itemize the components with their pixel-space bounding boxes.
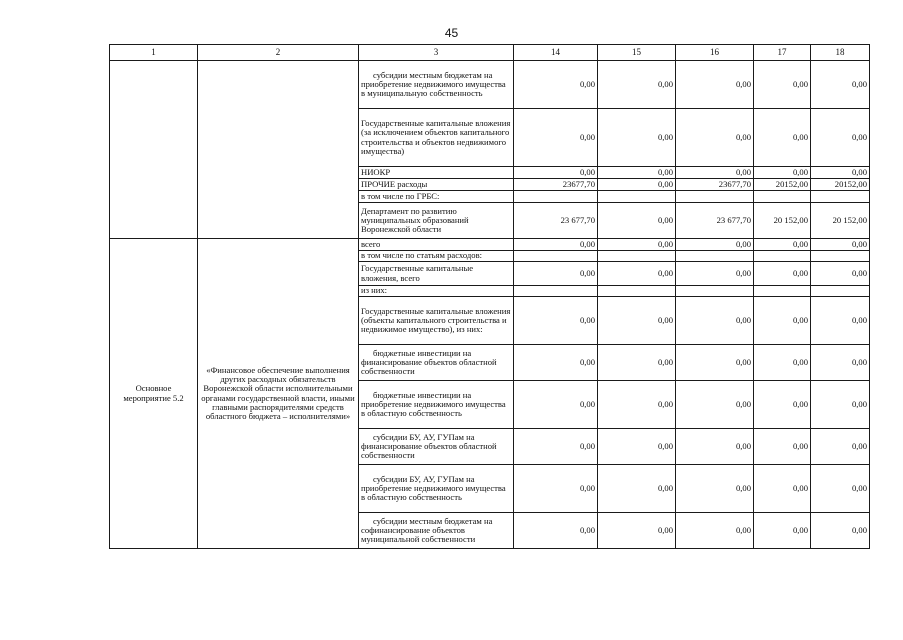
value-cell: 0,00 xyxy=(754,61,811,109)
value-cell: 0,00 xyxy=(811,61,870,109)
value-cell: 20152,00 xyxy=(811,179,870,191)
value-cell: 0,00 xyxy=(514,61,598,109)
measure-code: Основное мероприятие 5.2 xyxy=(110,239,198,549)
value-cell xyxy=(514,251,598,262)
value-cell xyxy=(676,251,754,262)
value-cell: 0,00 xyxy=(598,262,676,286)
value-cell xyxy=(811,251,870,262)
value-cell: 0,00 xyxy=(598,381,676,429)
value-cell: 0,00 xyxy=(811,297,870,345)
value-cell: 0,00 xyxy=(514,429,598,465)
value-cell: 0,00 xyxy=(754,167,811,179)
value-cell: 20 152,00 xyxy=(754,203,811,239)
value-cell: 20152,00 xyxy=(754,179,811,191)
row-label: Государственные капитальные вложения, всего xyxy=(359,262,514,286)
value-cell: 0,00 xyxy=(598,297,676,345)
row-label: субсидии местным бюджетам на приобретение недвижимого имущества в муниципальную собственность xyxy=(359,61,514,109)
value-cell: 0,00 xyxy=(676,109,754,167)
value-cell: 0,00 xyxy=(811,167,870,179)
value-cell: 23677,70 xyxy=(676,179,754,191)
table-row xyxy=(110,239,870,251)
value-cell: 0,00 xyxy=(676,381,754,429)
value-cell: 0,00 xyxy=(676,239,754,251)
value-cell: 0,00 xyxy=(754,513,811,549)
header-cell: 14 xyxy=(514,45,598,61)
value-cell: 0,00 xyxy=(811,345,870,381)
value-cell: 0,00 xyxy=(754,297,811,345)
blank-cell xyxy=(198,61,359,239)
value-cell: 0,00 xyxy=(676,429,754,465)
value-cell: 0,00 xyxy=(598,203,676,239)
value-cell xyxy=(514,191,598,203)
value-cell: 0,00 xyxy=(514,262,598,286)
value-cell: 0,00 xyxy=(676,167,754,179)
value-cell: 23677,70 xyxy=(514,179,598,191)
header-cell: 15 xyxy=(598,45,676,61)
row-label: из них: xyxy=(359,286,514,297)
value-cell: 0,00 xyxy=(754,381,811,429)
row-label: НИОКР xyxy=(359,167,514,179)
value-cell: 0,00 xyxy=(598,429,676,465)
budget-table xyxy=(109,44,870,549)
row-label: в том числе по статьям расходов: xyxy=(359,251,514,262)
value-cell: 0,00 xyxy=(754,239,811,251)
value-cell: 0,00 xyxy=(754,429,811,465)
value-cell xyxy=(676,191,754,203)
value-cell: 0,00 xyxy=(811,109,870,167)
value-cell: 0,00 xyxy=(598,109,676,167)
row-label: субсидии БУ, АУ, ГУПам на приобретение недвижимого имущества в областную собственность xyxy=(359,465,514,513)
header-cell: 1 xyxy=(110,45,198,61)
header-cell: 18 xyxy=(811,45,870,61)
value-cell: 0,00 xyxy=(676,465,754,513)
value-cell xyxy=(754,286,811,297)
value-cell: 0,00 xyxy=(676,345,754,381)
value-cell: 0,00 xyxy=(598,179,676,191)
page-number: 45 xyxy=(444,26,459,40)
value-cell: 0,00 xyxy=(676,262,754,286)
value-cell: 0,00 xyxy=(676,297,754,345)
row-label: субсидии БУ, АУ, ГУПам на финансирование объектов областной собственности xyxy=(359,429,514,465)
value-cell: 23 677,70 xyxy=(676,203,754,239)
value-cell: 0,00 xyxy=(514,239,598,251)
value-cell: 0,00 xyxy=(754,465,811,513)
value-cell: 0,00 xyxy=(598,239,676,251)
header-cell: 2 xyxy=(198,45,359,61)
measure-title: «Финансовое обеспечение выполнения других расходных обязательств Воронежской области исполнительными органами государственной власти, иными главными распорядителями средств областного бюджета – исполнителями» xyxy=(198,239,359,549)
value-cell: 0,00 xyxy=(811,239,870,251)
value-cell xyxy=(676,286,754,297)
row-label: ПРОЧИЕ расходы xyxy=(359,179,514,191)
table-row xyxy=(110,61,870,109)
value-cell: 0,00 xyxy=(811,262,870,286)
value-cell: 23 677,70 xyxy=(514,203,598,239)
row-label: субсидии местным бюджетам на софинансирование объектов муниципальной собственности xyxy=(359,513,514,549)
row-label: бюджетные инвестиции на финансирование объектов областной собственности xyxy=(359,345,514,381)
value-cell xyxy=(811,191,870,203)
value-cell: 0,00 xyxy=(514,513,598,549)
value-cell: 0,00 xyxy=(754,109,811,167)
value-cell: 0,00 xyxy=(514,109,598,167)
value-cell: 0,00 xyxy=(598,465,676,513)
value-cell xyxy=(598,286,676,297)
value-cell xyxy=(598,251,676,262)
value-cell: 0,00 xyxy=(754,345,811,381)
value-cell xyxy=(514,286,598,297)
value-cell xyxy=(754,191,811,203)
value-cell: 0,00 xyxy=(811,381,870,429)
header-cell: 17 xyxy=(754,45,811,61)
value-cell: 0,00 xyxy=(598,513,676,549)
row-label: Государственные капитальные вложения (за исключением объектов капитального строительства и объектов недвижимого имущества) xyxy=(359,109,514,167)
value-cell: 0,00 xyxy=(811,465,870,513)
row-label: Департамент по развитию муниципальных образований Воронежской области xyxy=(359,203,514,239)
value-cell xyxy=(754,251,811,262)
value-cell: 0,00 xyxy=(514,381,598,429)
value-cell: 0,00 xyxy=(514,345,598,381)
value-cell xyxy=(598,191,676,203)
header-cell: 3 xyxy=(359,45,514,61)
value-cell: 0,00 xyxy=(811,429,870,465)
value-cell: 0,00 xyxy=(754,262,811,286)
value-cell: 0,00 xyxy=(676,61,754,109)
value-cell: 0,00 xyxy=(598,61,676,109)
value-cell: 0,00 xyxy=(514,297,598,345)
value-cell: 20 152,00 xyxy=(811,203,870,239)
header-cell: 16 xyxy=(676,45,754,61)
row-label: Государственные капитальные вложения (объекты капитального строительства и недвижимое имущество), из них: xyxy=(359,297,514,345)
value-cell: 0,00 xyxy=(598,167,676,179)
value-cell xyxy=(811,286,870,297)
value-cell: 0,00 xyxy=(514,465,598,513)
row-label: бюджетные инвестиции на приобретение недвижимого имущества в областную собственность xyxy=(359,381,514,429)
value-cell: 0,00 xyxy=(676,513,754,549)
row-label: в том числе по ГРБС: xyxy=(359,191,514,203)
row-label: всего xyxy=(359,239,514,251)
value-cell: 0,00 xyxy=(811,513,870,549)
value-cell: 0,00 xyxy=(598,345,676,381)
value-cell: 0,00 xyxy=(514,167,598,179)
blank-cell xyxy=(110,61,198,239)
header-row xyxy=(110,45,870,61)
